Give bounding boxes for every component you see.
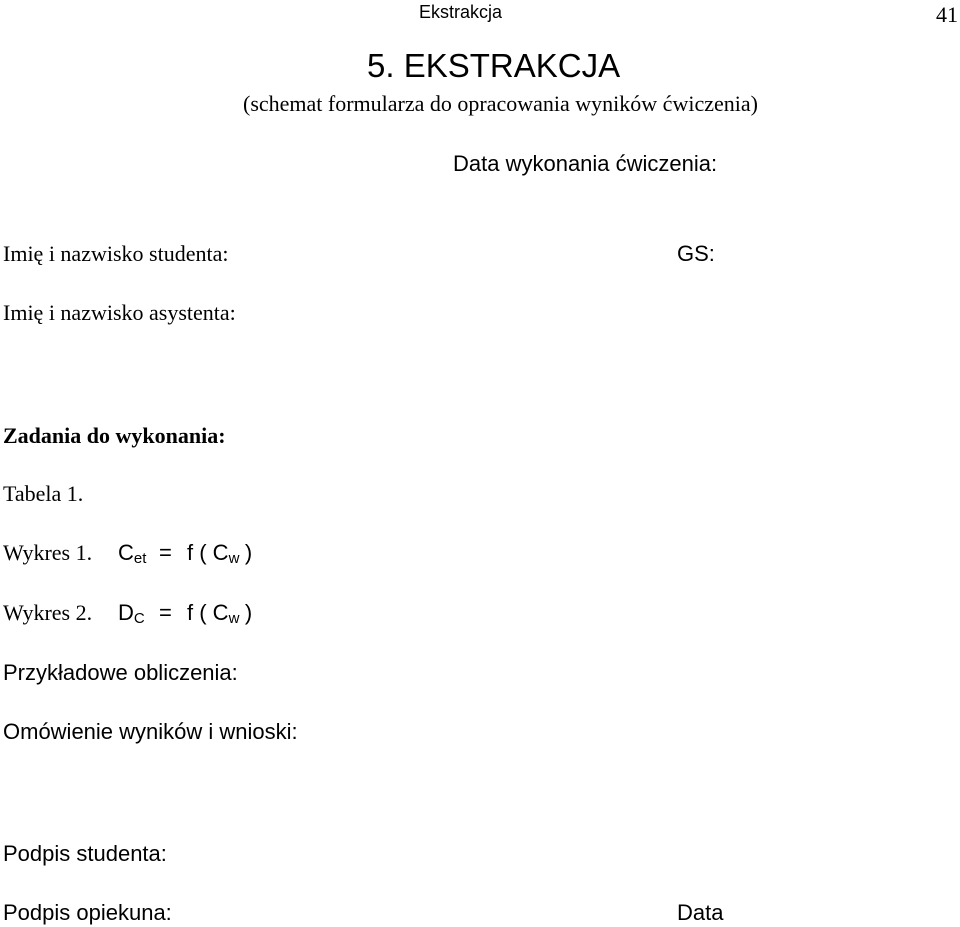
page-subtitle: (schemat formularza do opracowania wyników ćwiczenia) — [243, 91, 758, 116]
chart1-equals: = — [159, 540, 172, 565]
chart1-function — [187, 542, 252, 566]
chart1-function-subscript: w — [228, 550, 240, 567]
exercise-date-label: Data wykonania ćwiczenia: — [453, 151, 718, 176]
student-signature-label: Podpis studenta: — [3, 841, 167, 866]
gs-label: GS: — [677, 241, 715, 266]
chart1-function-body: f ( C — [187, 540, 229, 565]
tasks-heading: Zadania do wykonania: — [3, 423, 226, 448]
supervisor-signature-label: Podpis opiekuna: — [3, 900, 172, 925]
chart2-variable-subscript: C — [133, 610, 145, 627]
chart1-close-paren: ) — [244, 540, 253, 565]
chart1-formula — [118, 542, 146, 566]
page-title: 5. EKSTRAKCJA — [367, 47, 621, 84]
calculations-label: Przykładowe obliczenia: — [3, 660, 238, 685]
discussion-label: Omówienie wyników i wnioski: — [3, 719, 298, 744]
chart1-variable: C — [118, 540, 134, 565]
page-number: 41 — [936, 2, 958, 27]
chart2-label — [3, 602, 92, 624]
signature-date-label: Data — [677, 900, 724, 925]
chart2-close-paren: ) — [244, 600, 253, 625]
chart2-function — [187, 602, 252, 626]
student-name-label: Imię i nazwisko studenta: — [3, 241, 229, 266]
chart2-prefix: Wykres 2. — [3, 600, 93, 625]
chart2-variable: D — [118, 600, 134, 625]
chart1-prefix: Wykres 1. — [3, 540, 93, 565]
chart1-variable-subscript: et — [133, 550, 147, 567]
chart1-label — [3, 542, 92, 564]
chart2-equals: = — [159, 600, 172, 625]
chart2-function-subscript: w — [228, 610, 240, 627]
chart2-function-body: f ( C — [187, 600, 229, 625]
chart2-formula — [118, 602, 145, 626]
running-header: Ekstrakcja — [419, 2, 503, 22]
assistant-name-label: Imię i nazwisko asystenta: — [3, 300, 236, 325]
table-label: Tabela 1. — [3, 481, 84, 506]
